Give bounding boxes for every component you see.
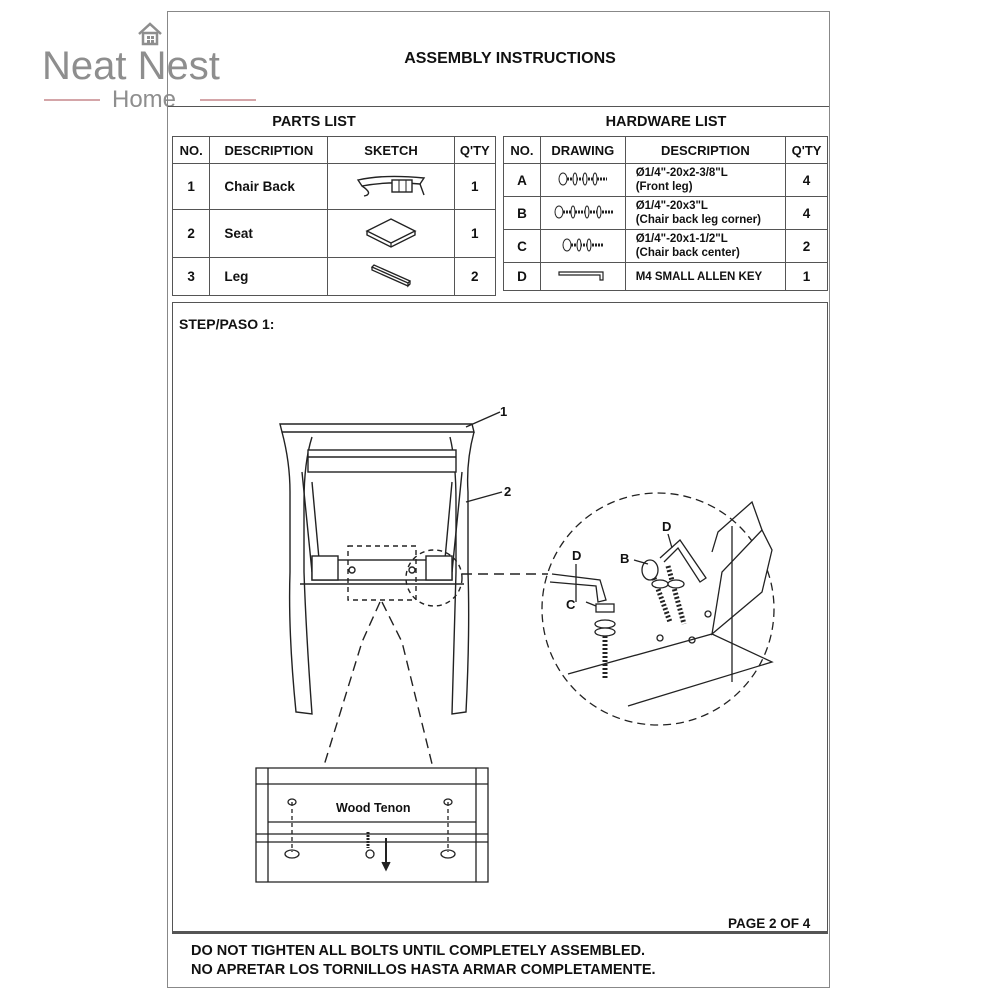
hw-desc-line2: (Chair back leg corner) [635,214,761,226]
hw-qty: 2 [786,230,828,263]
hw-desc-line1: M4 SMALL ALLEN KEY [635,270,763,283]
brand-sub: Home [112,86,177,113]
warning-en: DO NOT TIGHTEN ALL BOLTS UNTIL COMPLETELY ASSEMBLED. [191,943,646,959]
wood-tenon-label: Wood Tenon [336,801,411,815]
hw-no: B [504,197,541,230]
brand-name: Neat Nest [42,44,220,88]
col-qty: Q'TY [454,137,495,164]
callout-c: C [566,597,576,612]
col-sketch: SKETCH [328,137,454,164]
house-icon [137,22,163,46]
col-description: DESCRIPTION [210,137,328,164]
step-label: STEP/PASO 1: [179,316,275,332]
hw-desc-line2: (Front leg) [635,181,693,193]
page-number: PAGE 2 OF 4 [728,916,811,931]
hardware-list-title: HARDWARE LIST [605,114,727,130]
callout-d-left: D [572,548,582,563]
callout-part-2: 2 [504,484,512,499]
hw-qty: 1 [786,263,828,291]
col-description: DESCRIPTION [625,137,785,164]
part-desc: Seat [210,210,328,258]
hw-qty: 4 [786,197,828,230]
col-qty: Q'TY [786,137,828,164]
callout-d-right: D [662,519,672,534]
col-drawing: DRAWING [540,137,625,164]
part-qty: 1 [454,210,495,258]
hw-no: D [504,263,541,291]
part-desc: Chair Back [210,164,328,210]
part-qty: 2 [454,258,495,296]
part-qty: 1 [454,164,495,210]
part-desc: Leg [210,258,328,296]
part-no: 3 [173,258,210,296]
page-title: ASSEMBLY INSTRUCTIONS [404,50,616,67]
part-no: 2 [173,210,210,258]
hw-desc-line1: Ø1/4"-20x3"L [635,200,708,212]
hw-qty: 4 [786,164,828,197]
hw-desc-line2: (Chair back center) [635,247,740,259]
col-no: NO. [504,137,541,164]
col-no: NO. [173,137,210,164]
parts-list-title: PARTS LIST [272,114,356,130]
hw-no: C [504,230,541,263]
part-no: 1 [173,164,210,210]
brand-underline-left [44,99,100,101]
page-border [167,11,830,988]
hw-desc-line1: Ø1/4"-20x1-1/2"L [635,233,728,245]
hw-desc-line1: Ø1/4"-20x2-3/8"L [635,167,728,179]
warning-es: NO APRETAR LOS TORNILLOS HASTA ARMAR COMPLETAMENTE. [191,962,656,978]
hw-no: A [504,164,541,197]
callout-part-1: 1 [500,404,508,419]
callout-b: B [620,551,630,566]
